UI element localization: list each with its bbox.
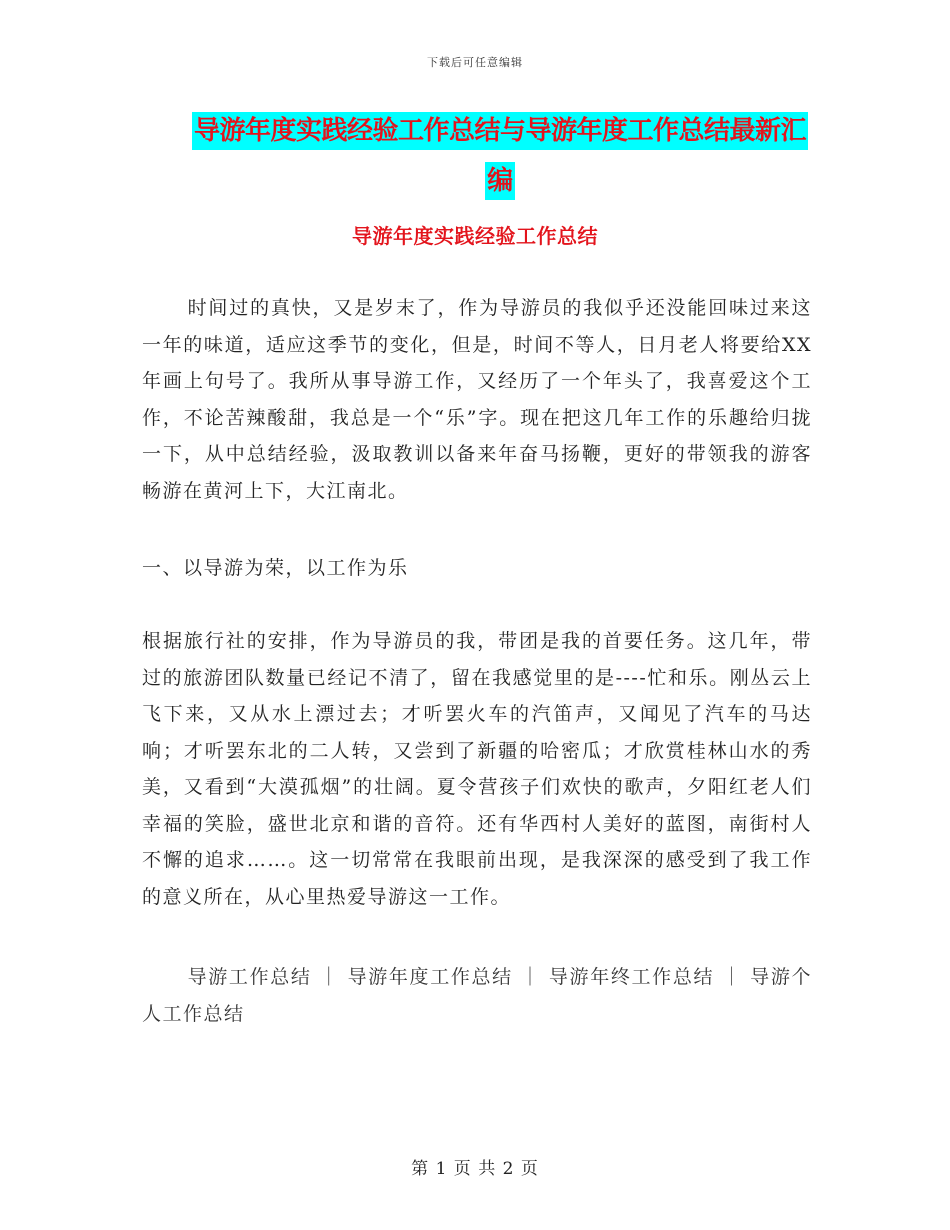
section-title: 导游年度实践经验工作总结 <box>352 224 598 248</box>
section-heading: 一、以导游为荣，以工作为乐 <box>142 557 409 579</box>
header-note: 下载后可任意编辑 <box>427 56 523 69</box>
paragraph-intro: 时间过的真快，又是岁末了，作为导游员的我似乎还没能回味过来这一年的味道，适应这季节的变化，但是，时间不等人，日月老人将要给XX年画上句号了。我所从事导游工作，又经历了一个年头了，我喜爱这个工作，不论苦辣酸甜，我总是一个“乐”字。现在把这几年工作的乐趣给归拢一下，从中总结经验，汲取教训以备来年奋马扬鞭，更好的带领我的游客畅游在黄河上下，大江南北。 <box>142 297 812 502</box>
paragraph-body: 根据旅行社的安排，作为导游员的我，带团是我的首要任务。这几年，带过的旅游团队数量已经记不清了，留在我感觉里的是----忙和乐。刚丛云上飞下来，又从水上漂过去；才听罢火车的汽笛声，又闻见了汽车的马达响；才听罢东北的二人转，又尝到了新疆的哈密瓜；才欣赏桂林山水的秀美，又看到“大漠孤烟”的壮阔。夏令营孩子们欢快的歌声，夕阳红老人们幸福的笑脸，盛世北京和谐的音符。还有华西村人美好的蓝图，南街村人不懈的追求……。这一切常常在我眼前出现，是我深深的感受到了我工作的意义所在，从心里热爱导游这一工作。 <box>142 630 812 908</box>
related-links: 导游工作总结 ｜ 导游年度工作总结 ｜ 导游年终工作总结 ｜ 导游个人工作总结 <box>142 966 812 1025</box>
document-title <box>190 106 810 206</box>
document-title-text: 导游年度实践经验工作总结与导游年度工作总结最新汇编 <box>192 112 808 200</box>
page-number: 第 1 页 共 2 页 <box>411 1159 539 1179</box>
